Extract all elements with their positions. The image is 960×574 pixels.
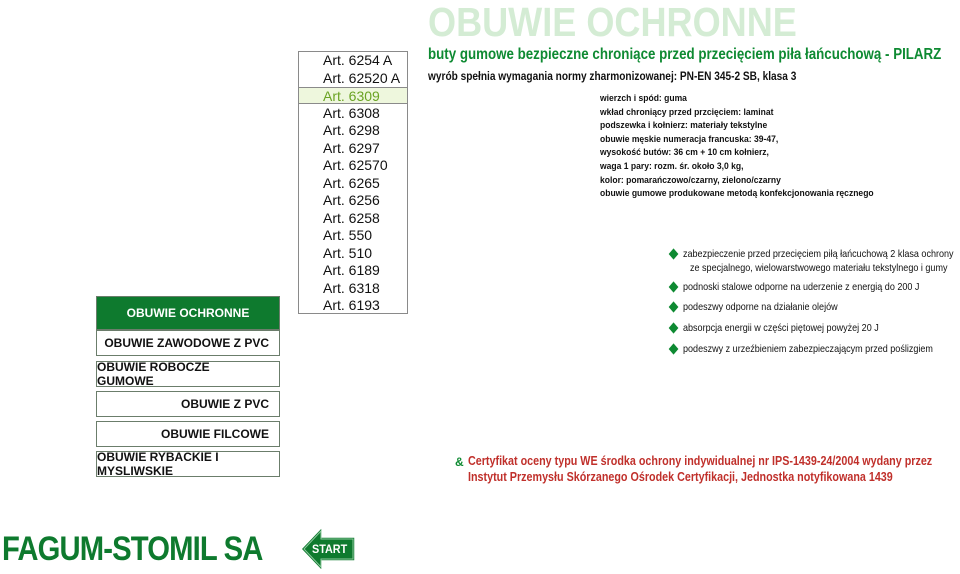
- feature-item: [683, 322, 879, 335]
- feature-text: absorpcja energii w części piętowej powyżej 20 J: [683, 322, 879, 334]
- spec-line: kolor: pomarańczowo/czarny, zielono/czarny: [600, 174, 781, 186]
- article-item[interactable]: Art. 6308: [323, 104, 380, 121]
- article-item-selected[interactable]: Art. 6309: [299, 87, 407, 104]
- spec-line: wysokość butów: 36 cm + 10 cm kołnierz,: [600, 147, 769, 159]
- green-diamond-icon: [669, 281, 679, 292]
- feature-item: [683, 301, 838, 314]
- spec-line: waga 1 pary: rozm. śr. około 3,0 kg,: [600, 160, 744, 172]
- category-obuwie-robocze-gumowe[interactable]: OBUWIE ROBOCZE GUMOWE: [96, 361, 280, 387]
- start-label: START: [312, 542, 348, 556]
- norm-statement: wyrób spełnia wymagania normy zharmonizowanej: PN-EN 345-2 SB, klasa 3: [428, 71, 797, 83]
- green-diamond-icon: [669, 301, 679, 312]
- feature-item: [683, 343, 933, 356]
- article-list: [298, 51, 408, 314]
- green-diamond-icon: [669, 343, 679, 354]
- feature-text: podeszwy odporne na działanie olejów: [683, 301, 838, 313]
- spec-line: wkład chroniący przed przcięciem: laminat: [600, 106, 774, 118]
- green-diamond-icon: [669, 322, 679, 333]
- feature-item: [683, 248, 954, 261]
- article-item[interactable]: Art. 6298: [323, 122, 380, 138]
- feature-text: zabezpieczenie przed przecięciem piłą łańcuchową 2 klasa ochrony: [683, 248, 954, 260]
- product-specs: [600, 92, 874, 201]
- brand-logo: FAGUM-STOMIL SA: [2, 530, 263, 568]
- category-obuwie-zawodowe-z-pvc[interactable]: OBUWIE ZAWODOWE Z PVC: [96, 330, 280, 356]
- article-item[interactable]: Art. 6318: [323, 279, 380, 296]
- certificate-line-2: Instytut Przemysłu Skórzanego Ośrodek Certyfikacji, Jednostka notyfikowana 1439: [468, 470, 893, 484]
- category-obuwie-ochronne[interactable]: OBUWIE OCHRONNE: [96, 296, 280, 330]
- green-diamond-icon: [669, 248, 679, 259]
- article-item[interactable]: Art. 6193: [323, 297, 380, 313]
- article-item[interactable]: Art. 510: [323, 244, 373, 261]
- product-subtitle: buty gumowe bezpieczne chroniące przed przecięciem piła łańcuchową - PILARZ: [428, 46, 942, 63]
- article-item[interactable]: Art. 550: [323, 227, 373, 243]
- spec-line: obuwie gumowe produkowane metodą konfekcjonowania ręcznego: [600, 188, 874, 200]
- start-button[interactable]: [300, 526, 356, 572]
- feature-continuation: ze specjalnego, wielowarstwowego materiału tekstylnego i gumy: [690, 262, 948, 274]
- feature-item: [683, 281, 919, 294]
- spec-line: podszewka i kołnierz: materiały tekstylne: [600, 120, 768, 132]
- article-item[interactable]: Art. 6265: [323, 174, 380, 191]
- category-obuwie-rybackie-i-mysliwskie[interactable]: OBUWIE RYBACKIE I MYSLIWSKIE: [96, 451, 280, 477]
- category-obuwie-filcowe[interactable]: OBUWIE FILCOWE: [96, 421, 280, 447]
- spec-line: wierzch i spód: guma: [600, 93, 687, 104]
- certificate-symbol: &: [455, 455, 464, 469]
- article-item[interactable]: Art. 6297: [323, 139, 380, 156]
- page-title: OBUWIE OCHRONNE: [428, 0, 797, 45]
- article-item[interactable]: Art. 62570: [323, 157, 388, 173]
- article-item[interactable]: Art. 6254 A: [323, 52, 393, 68]
- feature-text: podnoski stalowe odporne na uderzenie z energią do 200 J: [683, 281, 920, 293]
- article-item[interactable]: Art. 6189: [323, 262, 380, 278]
- certificate-line-1: Certyfikat oceny typu WE środka ochrony indywidualnej nr IPS-1439-24/2004 wydany przez: [468, 454, 933, 468]
- feature-text: podeszwy z urzeźbieniem zabezpieczającym przed poślizgiem: [683, 343, 933, 355]
- article-item[interactable]: Art. 6256: [323, 192, 380, 208]
- article-item[interactable]: Art. 6258: [323, 209, 380, 226]
- spec-line: obuwie męskie numeracja francuska: 39-47,: [600, 133, 779, 145]
- article-item[interactable]: Art. 62520 A: [323, 69, 401, 86]
- category-obuwie-z-pvc[interactable]: OBUWIE Z PVC: [96, 391, 280, 417]
